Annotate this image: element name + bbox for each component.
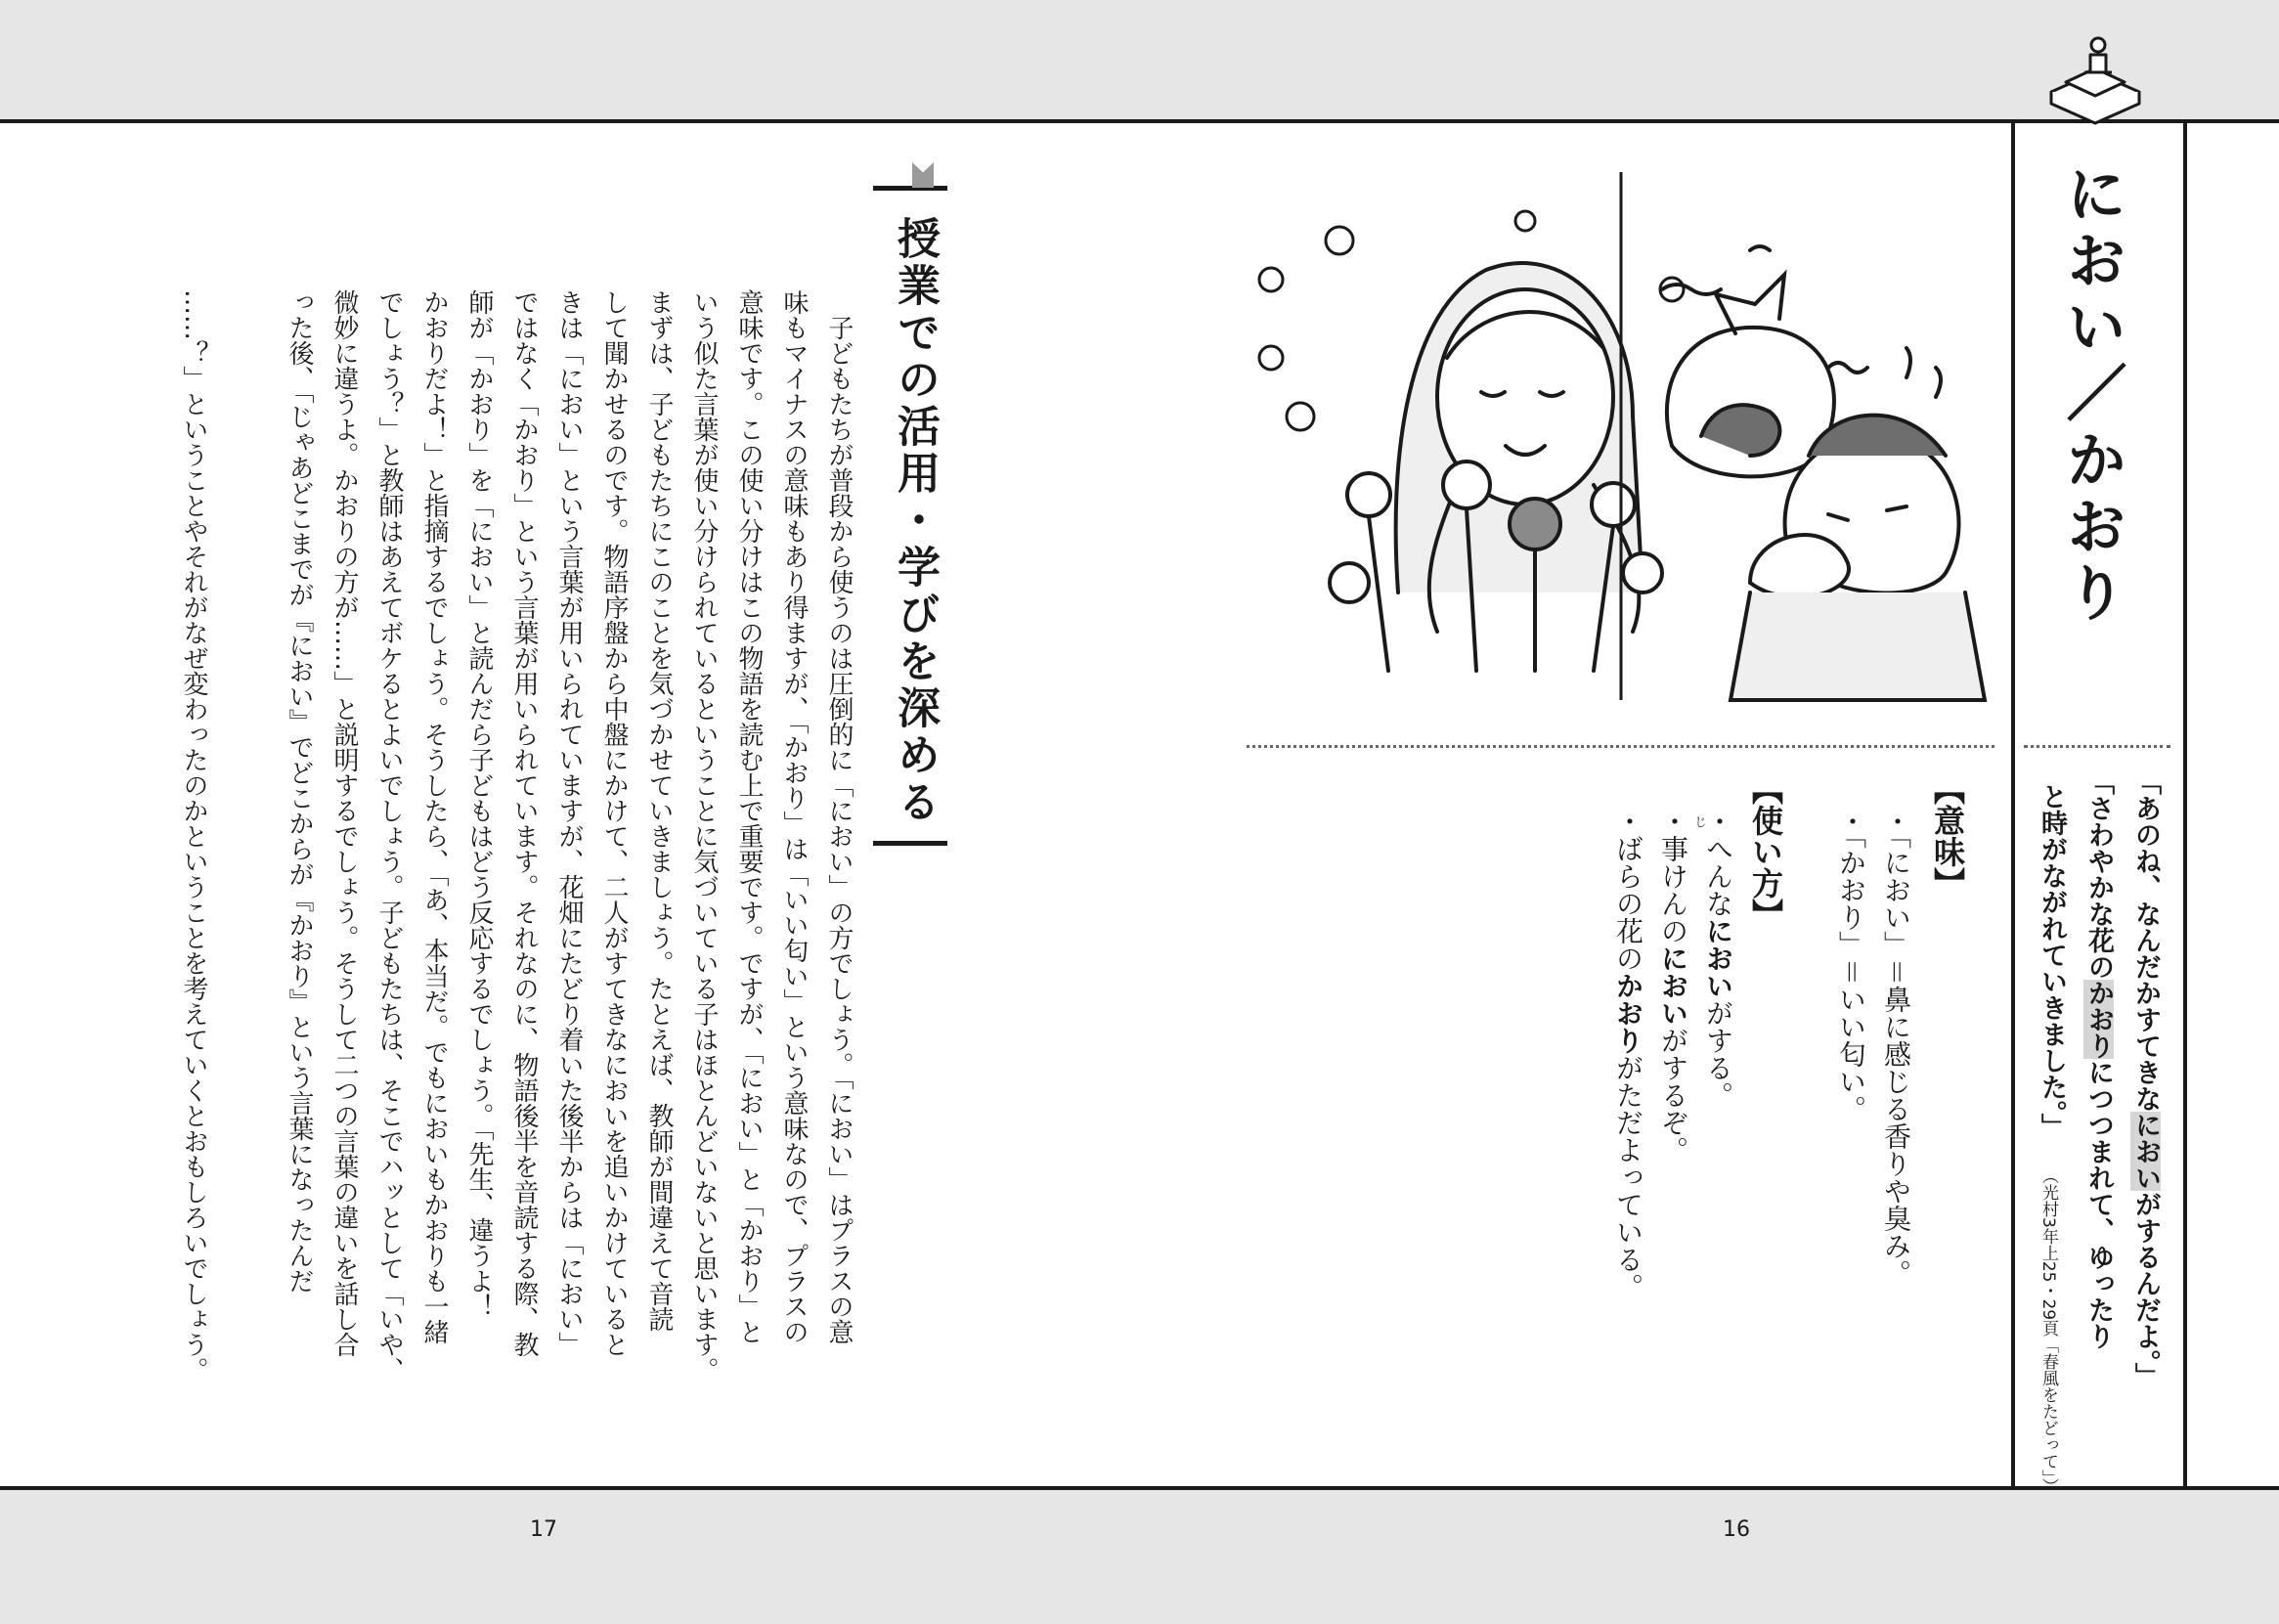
body-line-14: ……？」ということやそれがなぜ変わったのかということを考えていくとおもしろいでしょう。 — [179, 289, 208, 1383]
usage-heading: 【使い方】 — [1747, 773, 1784, 930]
page-number-left: 17 — [530, 1517, 557, 1542]
quote-line-3: と時がながれていきました。」 — [2037, 783, 2067, 1140]
top-margin-band — [0, 0, 2279, 119]
main-dotted-divider — [1247, 745, 1994, 748]
illustration — [1242, 162, 2004, 710]
body-line-1: 子どもたちが普段から使うのは圧倒的に「におい」の方でしょう。「におい」はプラスの意 — [824, 289, 854, 1344]
meaning-heading: 【意味】 — [1929, 773, 1966, 899]
boy-with-garbage-illustration — [1662, 246, 1985, 700]
title-column-left-rule — [2011, 123, 2015, 1490]
body-line-5: まずは、子どもたちにこのことを気づかせていきましょう。たとえば、教師が間違えて音読 — [644, 289, 674, 1332]
meaning-item-2: ・「かおり」＝いい匂い。 — [1835, 808, 1867, 1123]
book-stack-icon — [2041, 33, 2149, 131]
body-line-3: 意味です。この使い分けはこの物語を読む上で重要です。ですが、「におい」と「かおり」と — [734, 289, 764, 1344]
section-title-top-rule — [873, 186, 947, 191]
girl-with-flowers-illustration — [1259, 211, 1723, 671]
page-spread — [0, 119, 2279, 1495]
section-title: 授業での活用・学びを深める — [890, 216, 940, 826]
page-number-right: 16 — [1723, 1517, 1750, 1542]
body-line-7: きは「におい」という言葉が用いられていますが、花畑にたどり着いた後半からは「におい」 — [554, 289, 584, 1357]
highlight-nioi: におい — [2130, 1112, 2161, 1191]
usage-item-3: ・ばらの花のかおりがただよっている。 — [1612, 808, 1644, 1300]
meaning-item-1: ・「におい」＝鼻に感じる香りや臭み。 — [1880, 808, 1912, 1288]
bookmark-icon — [912, 162, 934, 188]
usage-item-2: ・事けんのにおいがするぞ。 — [1657, 808, 1689, 1163]
usage-item-1: ・へんなにおいがする。 — [1702, 808, 1734, 1109]
title-dotted-divider — [2024, 745, 2170, 748]
ruby-ji: じ — [1691, 815, 1706, 828]
body-line-9: 師が「かおり」を「におい」と読んだら子どもはどう反応するでしょう。「先生、違うよ！ — [464, 289, 494, 1319]
body-line-8: ではなく「かおり」という言葉が用いられています。それなのに、物語後半を音読する際、教 — [509, 289, 539, 1357]
quote-line-2: 「さわやかな花のかおりにつつまれて、ゆったり — [2083, 768, 2114, 1349]
quote-source: （光村3年上25・29頁「春風をたどって」） — [2038, 1167, 2058, 1495]
body-line-10: かおりだよ！」と指摘するでしょう。そうしたら、「あ、本当だ。でもにおいもかおりも一緒 — [419, 289, 449, 1344]
title-column-right-rule — [2183, 123, 2187, 1490]
bottom-margin-band — [0, 1490, 2279, 1624]
page-title: におい／かおり — [2056, 162, 2127, 628]
body-line-13: った後、「じゃあどこまでが『におい』でどこからが『かおり』という言葉になったんだ — [285, 289, 314, 1294]
highlight-kaori: かおり — [2083, 980, 2114, 1059]
body-line-4: いう似た言葉が使い分けられているということに気づいている子はほとんどいないと思います。 — [689, 289, 719, 1383]
body-line-2: 味もマイナスの意味もあり得ますが、「かおり」は「いい匂い」という意味なので、プラスの — [779, 289, 809, 1344]
body-line-11: でしょう？」と教師はあえてボケるとよいでしょう。子どもたちは、そこでハッとして「いや、 — [374, 289, 404, 1383]
quote-line-1: 「あのね、なんだかすてきなにおいがするんだよ。」 — [2130, 768, 2161, 1389]
body-line-12: 微妙に違うよ。かおりの方が……」と説明するでしょう。そうして二つの言葉の違いを話し合 — [329, 289, 359, 1357]
body-line-6: して聞かせるのです。物語序盤から中盤にかけて、二人がすてきなにおいを追いかけていると — [599, 289, 629, 1357]
section-title-bottom-rule — [873, 841, 947, 846]
